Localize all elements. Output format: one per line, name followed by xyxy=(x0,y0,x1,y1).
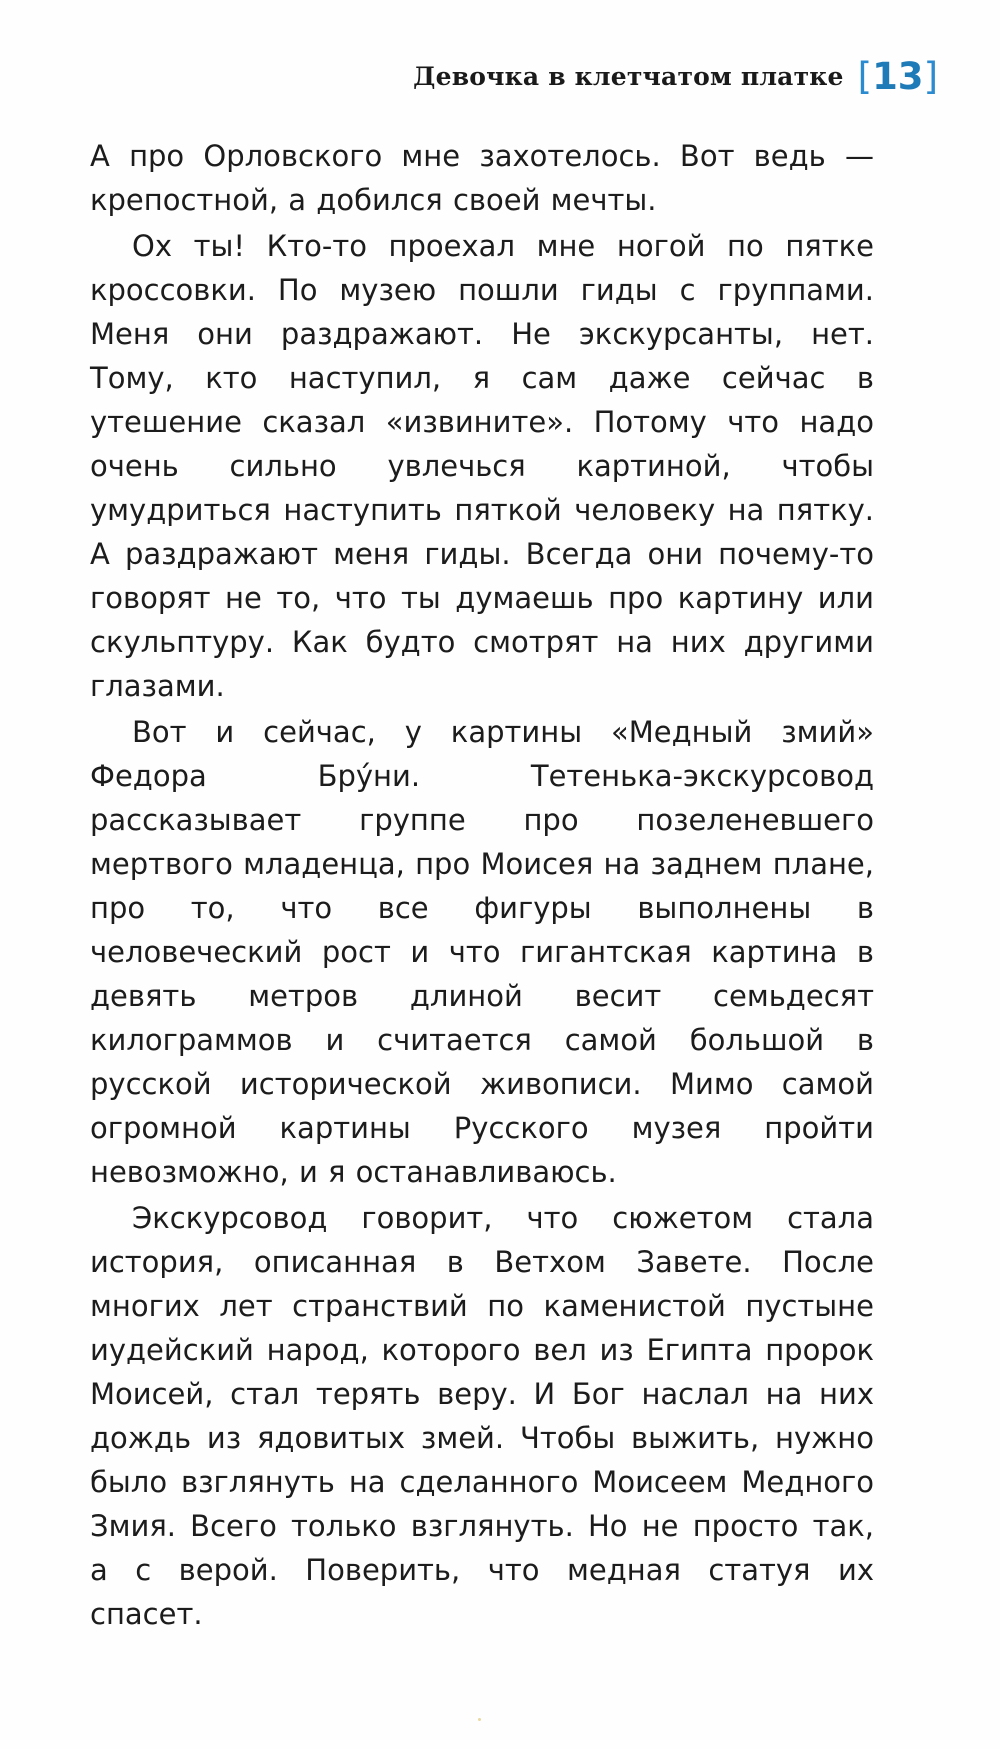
page-number: [13] xyxy=(857,55,938,98)
paragraph: Вот и сейчас, у картины «Медный змий» Федора Бру́ни. Тетенька-экскурсовод рассказывает группе про позеленевшего мертвого младенца, про Моисея на заднем плане, про то, что все фигуры выполнены в человеческий рост и что гигантская картина в девять метров длиной весит семьдесят килограммов и считается самой большой в русской исторической живописи. Мимо самой огромной картины Русского музея пройти невозможно, и я останавливаюсь. xyxy=(90,715,874,1189)
chapter-title: Девочка в клетчатом платке xyxy=(413,62,844,91)
running-header xyxy=(90,55,938,98)
paragraph: Экскурсовод говорит, что сюжетом стала история, описанная в Ветхом Завете. После многих лет странствий по каменистой пустыне иудейский народ, которого вел из Египта пророк Моисей, стал терять веру. И Бог наслал на них дождь из ядовитых змей. Чтобы выжить, нужно было взглянуть на сделанного Моисеем Медного Змия. Всего только взглянуть. Но не просто так, а с верой. Поверить, что медная статуя их спасет. xyxy=(90,1201,874,1631)
paragraph: А про Орловского мне захотелось. Вот ведь — крепостной, а добился своей мечты. xyxy=(90,139,874,217)
page-number-value: 13 xyxy=(872,55,924,98)
paragraph: Ох ты! Кто-то проехал мне ногой по пятке кроссовки. По музею пошли гиды с группами. Меня они раздражают. Не экскурсанты, нет. Тому, кто наступил, я сам даже сейчас в утешение сказал «извините». Потому что надо очень сильно увлечься картиной, чтобы умудриться наступить пяткой человеку на пятку. А раздражают меня гиды. Всегда они почему-то говорят не то, что ты думаешь про картину или скульптуру. Как будто смотрят на них другими глазами. xyxy=(90,229,874,703)
body-text xyxy=(90,134,874,1638)
paper-speck xyxy=(478,1718,481,1721)
